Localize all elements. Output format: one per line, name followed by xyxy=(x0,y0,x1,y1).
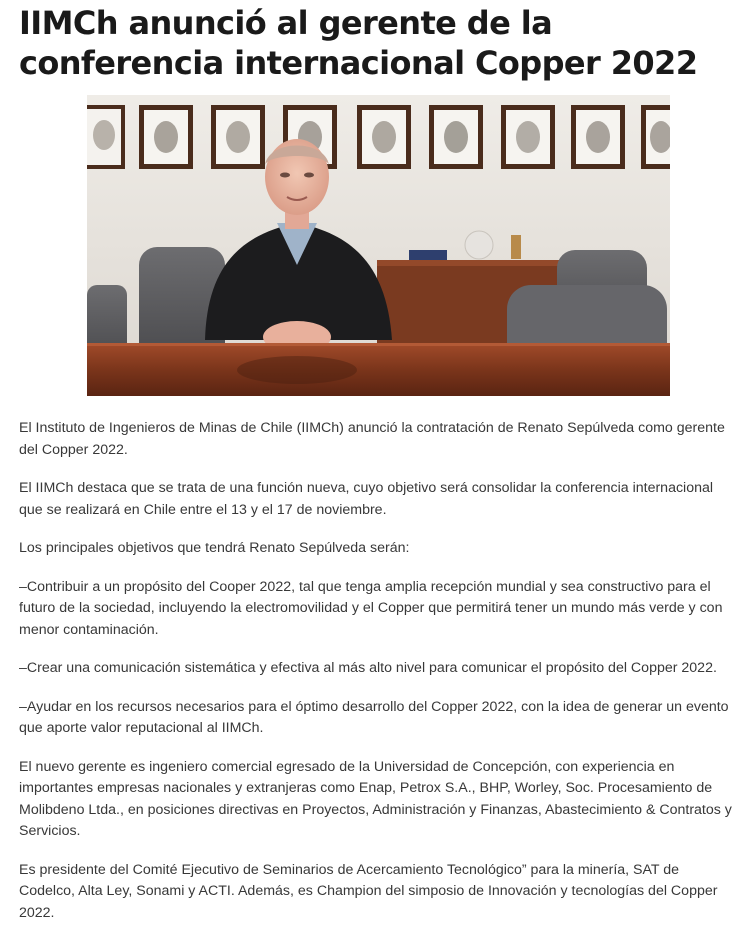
article-photo xyxy=(87,95,670,396)
paragraph: Los principales objetivos que tendrá Renato Sepúlveda serán: xyxy=(19,540,410,556)
article-body xyxy=(19,418,737,941)
article-title: IIMCh anunció al gerente de la conferencia internacional Copper 2022 xyxy=(19,4,698,82)
paragraph: El Instituto de Ingenieros de Minas de Chile (IIMCh) anunció la contratación de Renato Sepúlveda como gerente del Copper 2022. xyxy=(19,420,725,458)
paragraph: El IIMCh destaca que se trata de una función nueva, cuyo objetivo será consolidar la conferencia internacional que se realizará en Chile entre el 13 y el 17 de noviembre. xyxy=(19,480,714,518)
conference-table xyxy=(87,343,670,396)
paragraph: –Crear una comunicación sistemática y efectiva al más alto nivel para comunicar el propósito del Copper 2022. xyxy=(19,660,717,676)
paragraph: Es presidente del Comité Ejecutivo de Seminarios de Acercamiento Tecnológico” para la minería, SAT de Codelco, Alta Ley, Sonami y ACTI. Además, es Champion del simposio de Innovación y tecnologías del Copper 2022. xyxy=(19,861,718,921)
paragraph: El nuevo gerente es ingeniero comercial egresado de la Universidad de Concepción, con experiencia en importantes empresas nacionales y extranjeras como Enap, Petrox S.A., BHP, Worley, Soc. Procesamiento de Molibdeno Ltda., en posiciones directivas en Proyectos, Administración y Finanzas, Abastecimiento & Contratos y Servicios. xyxy=(19,758,732,839)
paragraph: –Ayudar en los recursos necesarios para el óptimo desarrollo del Copper 2022, con la idea de generar un evento que aporte valor reputacional al IIMCh. xyxy=(19,698,729,736)
paragraph: –Contribuir a un propósito del Cooper 2022, tal que tenga amplia recepción mundial y sea constructivo para el futuro de la sociedad, incluyendo la electromovilidad y el Copper que permitirá tener un mundo más verde y con menor contaminación. xyxy=(19,578,723,638)
framed-portraits xyxy=(87,105,670,169)
